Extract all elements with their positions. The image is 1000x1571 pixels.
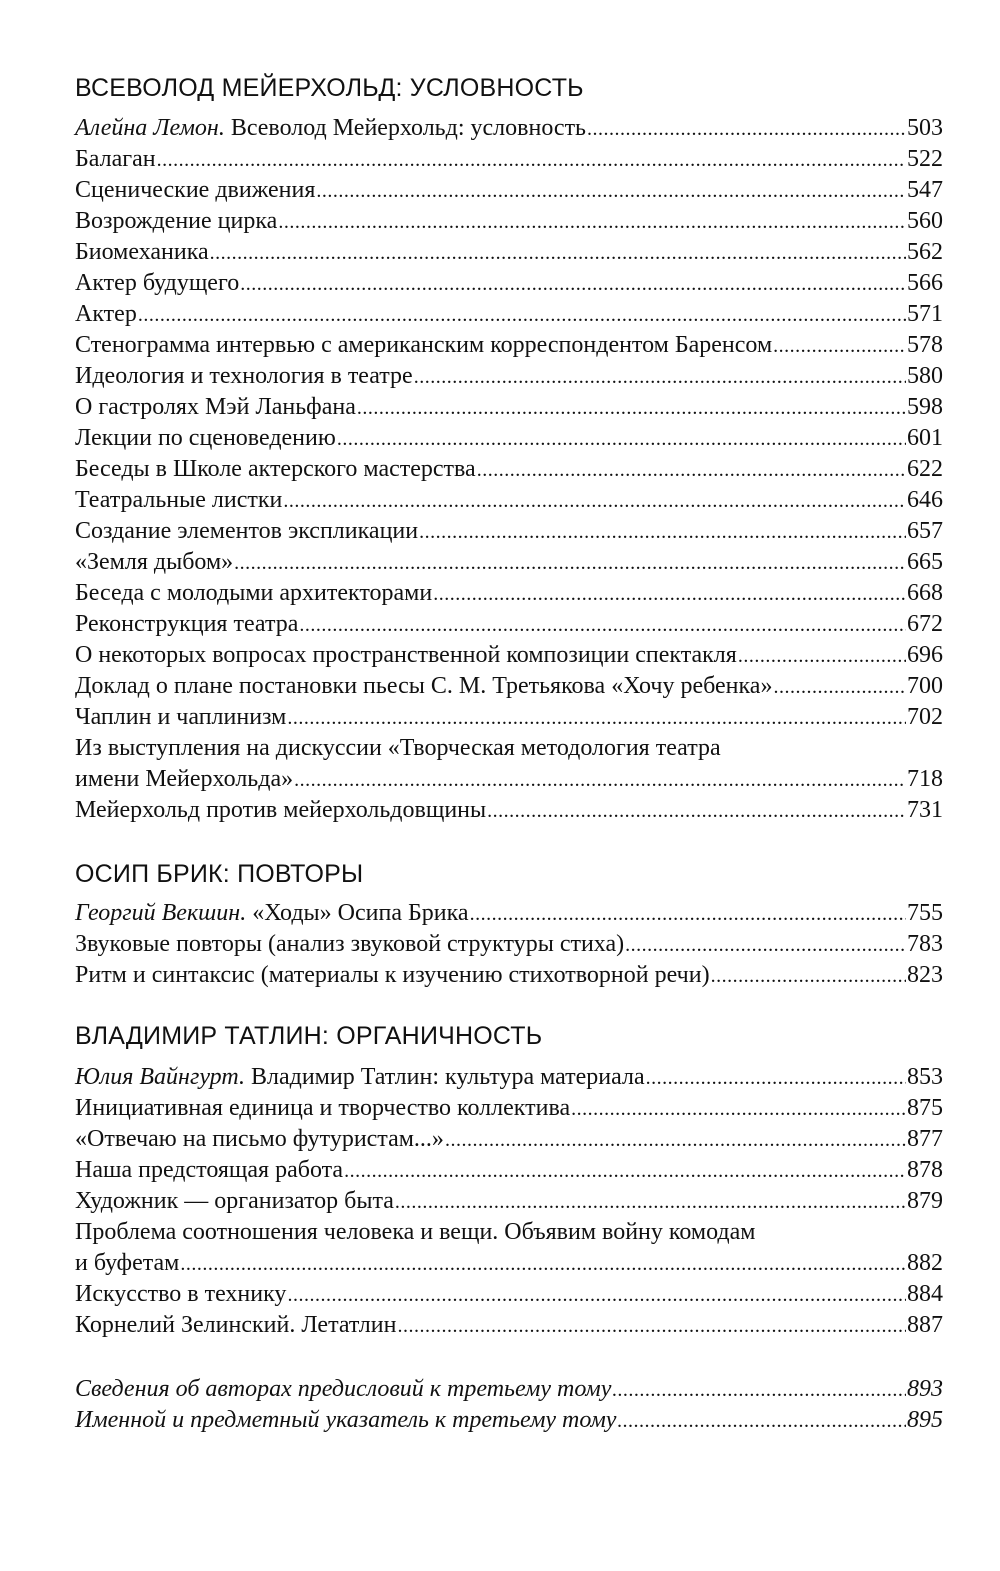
page-number: 562 [907, 239, 943, 265]
toc-entry [75, 609, 943, 640]
section-entries [75, 113, 943, 826]
page-number: 875 [907, 1095, 943, 1121]
page-number: 878 [907, 1157, 943, 1183]
entry-title-text: Биомеханика [75, 239, 209, 265]
entry-title-continuation: имени Мейерхольда» [75, 766, 294, 792]
dot-leader [477, 455, 906, 486]
toc-entry [75, 113, 943, 144]
toc-entry [75, 330, 943, 361]
page-number: 895 [907, 1407, 943, 1433]
page-number: 731 [907, 797, 943, 823]
entry-title [75, 206, 277, 237]
entry-title-text: Художник — организатор быта [75, 1188, 394, 1214]
dot-leader [210, 238, 906, 269]
entry-title [75, 237, 209, 268]
entry-title [75, 1405, 616, 1436]
page-number: 887 [907, 1312, 943, 1338]
page-number: 718 [907, 766, 943, 792]
toc-entry [75, 1062, 943, 1093]
entry-title [75, 1217, 755, 1248]
dot-leader [234, 548, 906, 579]
section-title: ОСИП БРИК: ПОВТОРЫ [75, 860, 364, 888]
entry-title [75, 609, 298, 640]
entry-title-text: Именной и предметный указатель к третьему тому [75, 1407, 617, 1433]
entry-title [75, 268, 239, 299]
entry-title [75, 485, 282, 516]
entry-title-text: Идеология и технология в театре [75, 363, 413, 389]
toc-entry [75, 423, 943, 454]
entry-title [75, 960, 710, 991]
entry-title-text: Беседы в Школе актерского мастерства [75, 456, 476, 482]
toc-entry [75, 299, 943, 330]
dot-leader [294, 765, 906, 796]
entry-title-continuation: и буфетам [75, 1250, 180, 1276]
entry-title-text: Звуковые повторы (анализ звуковой структуры стиха) [75, 931, 625, 957]
dot-leader [773, 672, 906, 703]
dot-leader [433, 579, 906, 610]
entry-title-text: Сценические движения [75, 177, 316, 203]
toc-entry [75, 1124, 943, 1155]
entry-title-text: Лекции по сценоведению [75, 425, 336, 451]
entry-title [75, 702, 286, 733]
toc-entry [75, 1310, 943, 1341]
dot-leader [344, 1156, 906, 1187]
entry-title [75, 1186, 394, 1217]
dot-leader [397, 1311, 906, 1342]
page-number: 522 [907, 146, 943, 172]
toc-entry [75, 392, 943, 423]
toc-entry [75, 454, 943, 485]
toc-entry [75, 1186, 943, 1217]
toc-entry [75, 361, 943, 392]
page-number: 877 [907, 1126, 943, 1152]
toc-entry [75, 485, 943, 516]
dot-leader [287, 703, 906, 734]
section-entries [75, 1062, 943, 1341]
entry-title-text: Инициативная единица и творчество коллектива [75, 1095, 571, 1121]
toc-entry [75, 733, 943, 764]
dot-leader [138, 300, 906, 331]
toc-entry [75, 929, 943, 960]
entry-title [75, 423, 336, 454]
page-number: 882 [907, 1250, 943, 1276]
page-number: 884 [907, 1281, 943, 1307]
entry-title-text: Балаган [75, 146, 156, 172]
entry-title [75, 640, 737, 671]
toc-entry [75, 547, 943, 578]
entry-title [75, 733, 721, 764]
section-title: ВЛАДИМИР ТАТЛИН: ОРГАНИЧНОСТЬ [75, 1022, 543, 1050]
dot-leader [283, 486, 906, 517]
entry-title-text: Создание элементов экспликации [75, 518, 419, 544]
section-title: ВСЕВОЛОД МЕЙЕРХОЛЬД: УСЛОВНОСТЬ [75, 74, 584, 102]
page-number: 622 [907, 456, 943, 482]
toc-entry-continuation [75, 764, 943, 795]
entry-title [75, 795, 486, 826]
toc-entry [75, 206, 943, 237]
entry-title [75, 299, 137, 330]
toc-entry-continuation [75, 1248, 943, 1279]
entry-title-text: Владимир Татлин: культура материала [250, 1064, 645, 1090]
page-number: 696 [907, 642, 943, 668]
entry-title [75, 671, 772, 702]
toc-entry [75, 640, 943, 671]
toc-entry [75, 1217, 943, 1248]
entry-title-text: Проблема соотношения человека и вещи. Объявим войну комодам [75, 1219, 756, 1245]
entry-author: Юлия Вайнгурт. [75, 1064, 245, 1090]
entry-title [75, 547, 233, 578]
entry-title-text: Корнелий Зелинский. Летатлин [75, 1312, 397, 1338]
dot-leader [625, 930, 906, 961]
toc-entry [75, 795, 943, 826]
dot-leader [357, 393, 906, 424]
dot-leader [414, 362, 906, 393]
toc-entry [75, 671, 943, 702]
dot-leader [571, 1094, 906, 1125]
dot-leader [617, 1406, 906, 1437]
section-entries [75, 898, 943, 991]
entry-title [75, 361, 413, 392]
page-number: 601 [907, 425, 943, 451]
page-number: 755 [907, 900, 943, 926]
entry-title-text: Мейерхольд против мейерхольдовщины [75, 797, 487, 823]
page-number: 672 [907, 611, 943, 637]
page-number: 665 [907, 549, 943, 575]
entry-title-text: Чаплин и чаплинизм [75, 704, 287, 730]
entry-title [75, 113, 586, 144]
entry-title-text: Театральные листки [75, 487, 283, 513]
dot-leader [337, 424, 906, 455]
toc-entry [75, 1279, 943, 1310]
page-number: 646 [907, 487, 943, 513]
dot-leader [773, 331, 906, 362]
page-number: 571 [907, 301, 943, 327]
page-number: 547 [907, 177, 943, 203]
dot-leader [587, 114, 906, 145]
dot-leader [278, 207, 906, 238]
toc-entry [75, 516, 943, 547]
toc-entry [75, 1374, 943, 1405]
footer-entries [75, 1374, 943, 1436]
entry-title-text: Всеволод Мейерхольд: условность [230, 115, 586, 141]
entry-title-text: «Отвечаю на письмо футуристам...» [75, 1126, 444, 1152]
page-number: 657 [907, 518, 943, 544]
entry-title [75, 330, 772, 361]
entry-title [75, 929, 624, 960]
dot-leader [299, 610, 906, 641]
entry-title-text: Актер [75, 301, 137, 327]
page-number: 578 [907, 332, 943, 358]
page-number: 783 [907, 931, 943, 957]
entry-title [75, 898, 469, 929]
toc-entry [75, 237, 943, 268]
entry-title-text: Наша предстоящая работа [75, 1157, 344, 1183]
toc-entry [75, 1093, 943, 1124]
page-number: 700 [907, 673, 943, 699]
dot-leader [419, 517, 906, 548]
dot-leader [487, 796, 906, 827]
dot-leader [287, 1280, 906, 1311]
toc-entry [75, 175, 943, 206]
entry-title [75, 1093, 570, 1124]
page-number: 566 [907, 270, 943, 296]
entry-author: Георгий Векшин. [75, 900, 247, 926]
entry-title-text: Реконструкция театра [75, 611, 299, 637]
entry-title-text: Сведения об авторах предисловий к третьему тому [75, 1376, 612, 1402]
entry-title [75, 1310, 396, 1341]
page-number: 879 [907, 1188, 943, 1214]
toc-entry [75, 268, 943, 299]
dot-leader [180, 1249, 906, 1280]
dot-leader [240, 269, 906, 300]
dot-leader [711, 961, 906, 992]
entry-title [75, 578, 432, 609]
dot-leader [612, 1375, 906, 1406]
entry-title-text: Искусство в технику [75, 1281, 287, 1307]
entry-title-text: Из выступления на дискуссии «Творческая методология театра [75, 735, 721, 761]
entry-title-text: Ритм и синтаксис (материалы к изучению стихотворной речи) [75, 962, 710, 988]
entry-title [75, 1124, 444, 1155]
dot-leader [646, 1063, 906, 1094]
toc-entry [75, 702, 943, 733]
entry-title-text: «Ходы» Осипа Брика [252, 900, 469, 926]
entry-title-text: Беседа с молодыми архитекторами [75, 580, 433, 606]
entry-title [75, 144, 156, 175]
entry-title-text: Актер будущего [75, 270, 240, 296]
entry-title [75, 392, 356, 423]
toc-entry [75, 578, 943, 609]
dot-leader [738, 641, 906, 672]
toc-entry [75, 960, 943, 991]
entry-title-text: Возрождение цирка [75, 208, 278, 234]
entry-title-text: Доклад о плане постановки пьесы С. М. Третьякова «Хочу ребенка» [75, 673, 773, 699]
toc-entry [75, 144, 943, 175]
entry-title-text: О гастролях Мэй Ланьфана [75, 394, 356, 420]
dot-leader [395, 1187, 906, 1218]
page-number: 853 [907, 1064, 943, 1090]
entry-title [75, 516, 418, 547]
page-number: 668 [907, 580, 943, 606]
page-number: 893 [907, 1376, 943, 1402]
entry-author: Алейна Лемон. [75, 115, 225, 141]
dot-leader [157, 145, 906, 176]
page-number: 503 [907, 115, 943, 141]
toc-entry [75, 1155, 943, 1186]
page-number: 598 [907, 394, 943, 420]
toc-entry [75, 1405, 943, 1436]
entry-title-text: Стенограмма интервью с американским корреспондентом Баренсом [75, 332, 773, 358]
entry-title [75, 175, 315, 206]
dot-leader [445, 1125, 906, 1156]
entry-title-text: О некоторых вопросах пространственной композиции спектакля [75, 642, 737, 668]
entry-title-text: «Земля дыбом» [75, 549, 234, 575]
dot-leader [470, 899, 906, 930]
page-number: 823 [907, 962, 943, 988]
entry-title [75, 1155, 343, 1186]
page-number: 580 [907, 363, 943, 389]
entry-title [75, 1062, 645, 1093]
entry-title [75, 1374, 611, 1405]
entry-title [75, 454, 476, 485]
toc-entry [75, 898, 943, 929]
page-number: 560 [907, 208, 943, 234]
page-number: 702 [907, 704, 943, 730]
entry-title [75, 1279, 286, 1310]
dot-leader [316, 176, 906, 207]
